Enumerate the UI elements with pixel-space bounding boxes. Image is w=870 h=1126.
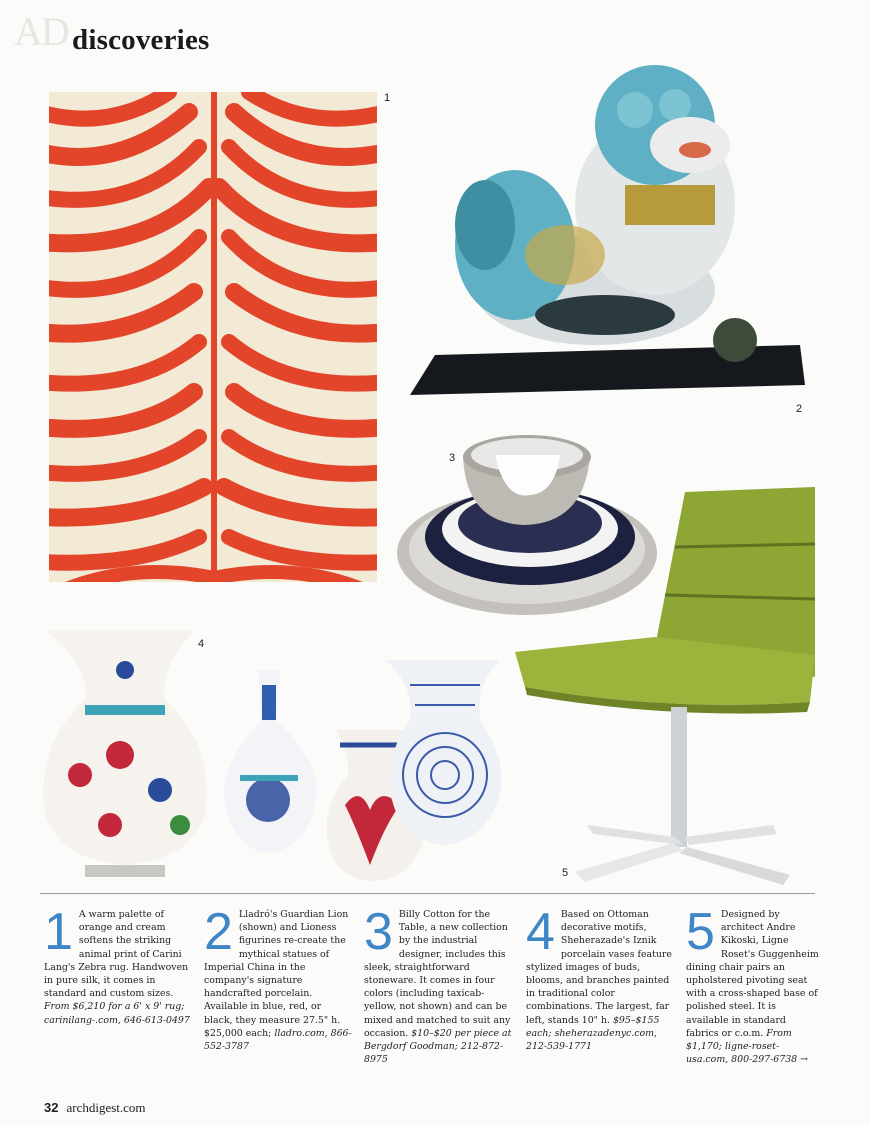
page-number: 32 [44,1100,59,1115]
caption-divider [40,893,815,894]
caption-details-3: $10–$20 per piece at Bergdorf Goodman; 212-872-8975 [364,1027,512,1066]
item-number-3: 3 [449,452,456,464]
caption-body-4: Based on Ottoman decorative motifs, Sheherazade's Iznik porcelain vases feature stylized images of buds, blooms, and branches painted in traditional color combinations. The largest, far left, stands 10" h. [526,909,672,1026]
item-number-4: 4 [198,638,205,650]
caption-3 [364,903,512,1066]
caption-number-3: 3 [364,903,393,961]
caption-1 [44,903,192,1027]
section-title: discoveries [72,24,210,56]
caption-2 [204,903,352,1053]
iznik-vases-image [40,625,510,885]
guggenheim-chair-image [515,487,820,885]
caption-details-4: $95–$155 each; sheherazadenyc.com, 212-539-1771 [526,1014,660,1053]
item-number-5: 5 [562,867,569,879]
item-number-2: 2 [796,403,803,415]
caption-number-5: 5 [686,903,715,961]
guardian-lion-image [405,55,810,415]
caption-details-2: lladro.com, 866-552-3787 [204,1027,352,1053]
zebra-rug-image [49,92,377,582]
caption-number-2: 2 [204,903,233,961]
caption-details-1: From $6,210 for a 6' x 9' rug; carinilang-.com, 646-613-0497 [44,1001,190,1026]
ad-logo: AD [14,9,68,54]
caption-body-2: Lladró's Guardian Lion (shown) and Lioness figurines re-create the mythical statues of Imperial China in the company's signature handcrafted porcelain. Available in blue, red, or black, they measure 27.5" h. $25,000 each; [204,909,349,1039]
page-footer [44,1100,146,1116]
caption-body-3: Billy Cotton for the Table, a new collection by the industrial designer, includes this sleek, straightforward stoneware. It comes in four colors (including taxicab-yellow, not shown) and can be mixed and matched to suit any occasion. [364,909,511,1039]
caption-4 [526,903,674,1053]
caption-number-1: 1 [44,903,73,961]
caption-body-1: A warm palette of orange and cream softens the striking animal print of Carini Lang's Zebra rug. Handwoven in pure silk, it comes in standard and custom sizes. [44,909,189,1000]
item-number-1: 1 [384,92,391,104]
caption-details-5: From $1,170; ligne-roset-usa.com, 800-297-6738 → [686,1027,808,1066]
footer-site[interactable]: archdigest.com [66,1100,146,1115]
caption-number-4: 4 [526,903,555,961]
caption-body-5: Designed by architect Andre Kikoski, Ligne Roset's Guggenheim dining chair pairs an upholstered pivoting seat with a cross-shaped base of polished steel. It is available in standard fabrics or c.o.m. [686,909,819,1039]
caption-5 [686,903,820,1066]
